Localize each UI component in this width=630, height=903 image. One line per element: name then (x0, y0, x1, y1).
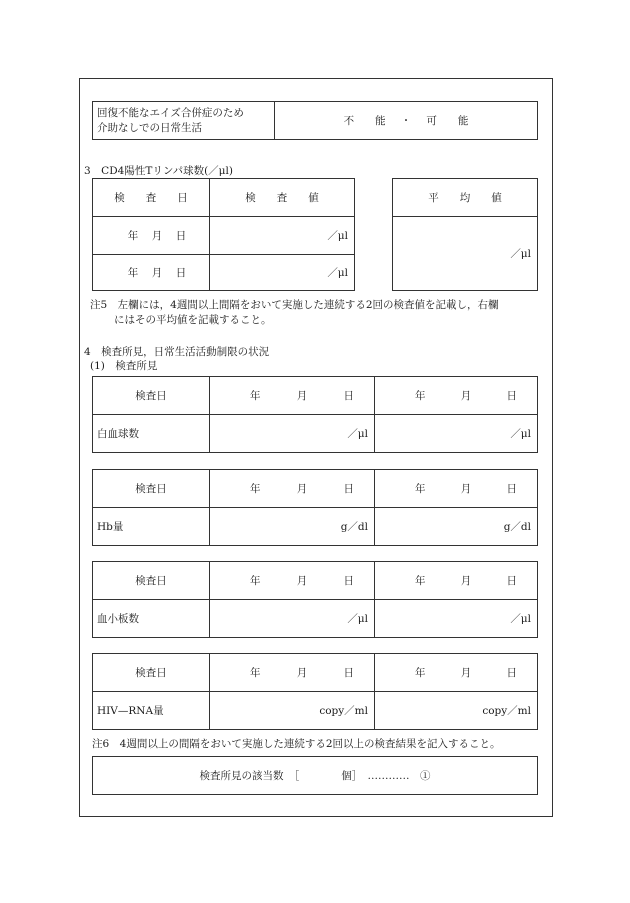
lab-header-label: 検査日 (93, 470, 210, 508)
lab-date-cell[interactable]: 年 月 日 (210, 562, 375, 600)
lab-table-hiv-rna (92, 653, 538, 730)
cd4-table (92, 178, 355, 291)
cd4-row (93, 217, 355, 255)
cd4-average-value[interactable]: ／μl (393, 217, 538, 291)
lab-date-cell[interactable]: 年 月 日 (375, 470, 538, 508)
lab-header-label: 検査日 (93, 562, 210, 600)
note5-line2: にはその平均値を記載すること。 (114, 314, 272, 326)
lab-value-cell[interactable]: copy／ml (375, 692, 538, 730)
cd4-average-table (392, 178, 538, 291)
section3-title: 3 CD4陽性Tリンパ球数(／μl) (84, 165, 233, 177)
lab-date-cell[interactable]: 年 月 日 (375, 562, 538, 600)
cd4-date-cell[interactable]: 年 月 日 (93, 217, 210, 255)
lab-table-platelets (92, 561, 538, 638)
lab-item-label: 血小板数 (93, 600, 210, 638)
lab-value-cell[interactable]: ／μl (375, 415, 538, 453)
note5-line1: 注5 左欄には，4週間以上間隔をおいて実施した連続する2回の検査値を記載し，右欄 (90, 299, 499, 311)
section4-subtitle: (1) 検査所見 (90, 360, 158, 372)
lab-table-hb (92, 469, 538, 546)
lab-value-cell[interactable]: copy／ml (210, 692, 375, 730)
lab-header-label: 検査日 (93, 377, 210, 415)
lab-value-cell[interactable]: ／μl (210, 415, 375, 453)
daily-life-options[interactable] (275, 102, 538, 140)
section4-title: 4 検査所見，日常生活活動制限の状況 (84, 346, 270, 358)
cd4-date-cell[interactable]: 年 月 日 (93, 255, 210, 291)
option-able[interactable]: 可 能 (426, 115, 469, 127)
cd4-header-value: 検 査 値 (210, 179, 355, 217)
daily-life-table (92, 101, 538, 140)
cd4-value-cell[interactable]: ／μl (210, 255, 355, 291)
lab-date-cell[interactable]: 年 月 日 (210, 654, 375, 692)
lab-value-cell[interactable]: ／μl (210, 600, 375, 638)
summary-count[interactable]: 検査所見の該当数 ［ 個］ ………… ① (93, 757, 538, 795)
lab-value-cell[interactable]: g／dl (375, 508, 538, 546)
summary-box (92, 756, 538, 795)
lab-item-label: 白血球数 (93, 415, 210, 453)
lab-table-wbc (92, 376, 538, 453)
lab-date-cell[interactable]: 年 月 日 (375, 377, 538, 415)
lab-value-cell[interactable]: g／dl (210, 508, 375, 546)
lab-date-cell[interactable]: 年 月 日 (210, 470, 375, 508)
lab-item-label: HIV—RNA量 (93, 692, 210, 730)
cd4-header-date: 検 査 日 (93, 179, 210, 217)
cd4-average-header: 平 均 値 (393, 179, 538, 217)
note6: 注6 4週間以上の間隔をおいて実施した連続する2回以上の検査結果を記入すること。 (92, 738, 501, 750)
option-unable[interactable]: 不 能 (343, 115, 386, 127)
lab-value-cell[interactable]: ／μl (375, 600, 538, 638)
daily-life-label: 回復不能なエイズ合併症のため 介助なしでの日常生活 (93, 102, 275, 140)
cd4-row (93, 255, 355, 291)
lab-item-label: Hb量 (93, 508, 210, 546)
lab-date-cell[interactable]: 年 月 日 (375, 654, 538, 692)
lab-header-label: 検査日 (93, 654, 210, 692)
cd4-value-cell[interactable]: ／μl (210, 217, 355, 255)
lab-date-cell[interactable]: 年 月 日 (210, 377, 375, 415)
option-separator: ・ (400, 115, 412, 127)
